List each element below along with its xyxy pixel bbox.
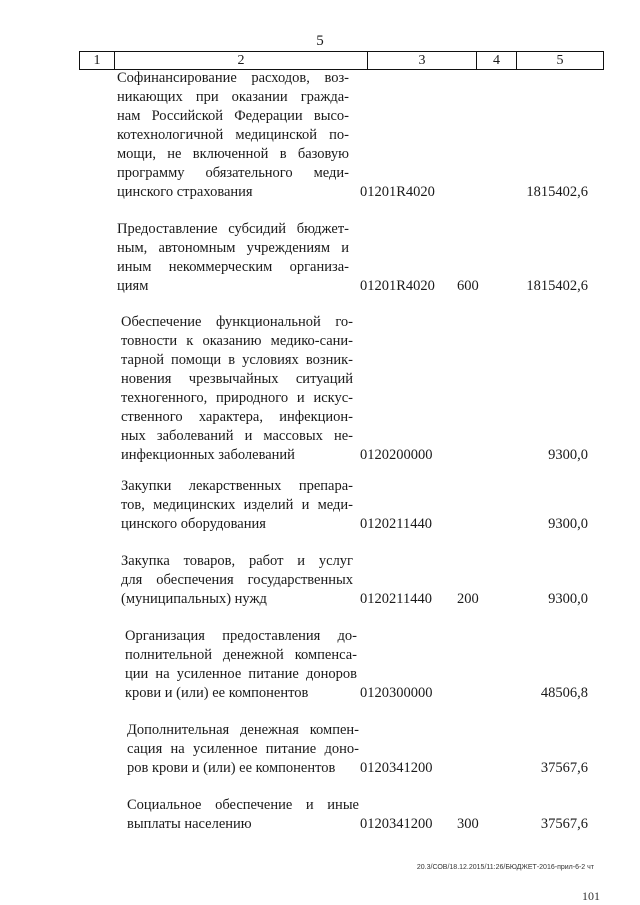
amount-value: 9300,0 bbox=[548, 516, 588, 532]
description-line: Организация предоставления до- bbox=[125, 628, 357, 644]
amount-value: 48506,8 bbox=[540, 685, 588, 701]
expense-type-code: 600 bbox=[457, 278, 479, 294]
header-col-4: 4 bbox=[477, 52, 517, 69]
description-line: ственного характера, инфекцион- bbox=[121, 409, 353, 425]
target-article-code: 01201R4020 bbox=[360, 278, 435, 294]
target-article-code: 01201R4020 bbox=[360, 184, 435, 200]
amount-value: 9300,0 bbox=[548, 447, 588, 463]
amount-value: 37567,6 bbox=[540, 816, 588, 832]
description-line: котехнологичной медицинской по- bbox=[117, 127, 349, 143]
footer-meta: 20.3/СОВ/18.12.2015/11:26/БЮДЖЕТ-2016-прил-6-2 чт bbox=[416, 864, 594, 871]
description-line: никающих при оказании гражда- bbox=[117, 89, 349, 105]
table-row bbox=[0, 552, 640, 609]
table-row bbox=[0, 627, 640, 703]
amount-value: 1815402,6 bbox=[526, 278, 588, 294]
target-article-code: 0120341200 bbox=[360, 760, 433, 776]
amount-value: 37567,6 bbox=[540, 760, 588, 776]
description-line: новения чрезвычайных ситуаций bbox=[121, 371, 353, 387]
header-col-5: 5 bbox=[556, 53, 564, 68]
description-line: мощи, не включенной в базовую bbox=[117, 146, 349, 162]
header-col-1: 1 bbox=[80, 52, 115, 69]
description-line: крови и (или) ее компонентов bbox=[125, 685, 309, 701]
header-col-3: 3 bbox=[368, 52, 477, 69]
description-line: цинского оборудования bbox=[121, 516, 266, 532]
description-line: Предоставление субсидий бюджет- bbox=[117, 221, 349, 237]
description-line: Обеспечение функциональной го- bbox=[121, 314, 353, 330]
description-line: тов, медицинских изделий и меди- bbox=[121, 497, 353, 513]
amount-value: 9300,0 bbox=[548, 591, 588, 607]
target-article-code: 0120200000 bbox=[360, 447, 433, 463]
description-line: Софинансирование расходов, воз- bbox=[117, 70, 349, 86]
description-line: программу обязательного меди- bbox=[117, 165, 349, 181]
description-line: Социальное обеспечение и иные bbox=[127, 797, 359, 813]
description-line: товности к оказанию медико-сани- bbox=[121, 333, 353, 349]
row-description bbox=[127, 721, 359, 778]
table-row bbox=[0, 796, 640, 834]
expense-type-code: 200 bbox=[457, 591, 479, 607]
row-description bbox=[117, 69, 349, 202]
row-description bbox=[121, 313, 353, 465]
header-col-2: 2 bbox=[115, 52, 368, 69]
description-line: выплаты населению bbox=[127, 816, 252, 832]
description-line: ров крови и (или) ее компонентов bbox=[127, 760, 336, 776]
description-line: Дополнительная денежная компен- bbox=[127, 722, 359, 738]
table-row bbox=[0, 313, 640, 465]
description-line: Закупка товаров, работ и услуг bbox=[121, 553, 353, 569]
description-line: нам Российской Федерации высо- bbox=[117, 108, 349, 124]
description-line: полнительной денежной компенса- bbox=[125, 647, 357, 663]
table-row bbox=[0, 477, 640, 534]
description-line: тарной помощи в условиях возник- bbox=[121, 352, 353, 368]
amount-value: 1815402,6 bbox=[526, 184, 588, 200]
table-row bbox=[0, 69, 640, 202]
table-row bbox=[0, 721, 640, 778]
row-description bbox=[127, 796, 359, 834]
row-description bbox=[121, 477, 353, 534]
row-description bbox=[125, 627, 357, 703]
description-line: техногенного, природного и искус- bbox=[121, 390, 353, 406]
description-line: инфекционных заболеваний bbox=[121, 447, 295, 463]
description-line: циям bbox=[117, 278, 149, 294]
expense-type-code: 300 bbox=[457, 816, 479, 832]
row-description bbox=[121, 552, 353, 609]
target-article-code: 0120300000 bbox=[360, 685, 433, 701]
row-description bbox=[117, 220, 349, 296]
description-line: (муниципальных) нужд bbox=[121, 591, 267, 607]
description-line: сация на усиленное питание доно- bbox=[127, 741, 359, 757]
target-article-code: 0120211440 bbox=[360, 591, 432, 607]
table-header bbox=[79, 51, 604, 70]
page-folio: 101 bbox=[582, 889, 600, 903]
target-article-code: 0120341200 bbox=[360, 816, 433, 832]
description-line: Закупки лекарственных препара- bbox=[121, 478, 353, 494]
description-line: для обеспечения государственных bbox=[121, 572, 353, 588]
table-row bbox=[0, 220, 640, 296]
target-article-code: 0120211440 bbox=[360, 516, 432, 532]
description-line: ции на усиленное питание доноров bbox=[125, 666, 357, 682]
description-line: ных заболеваний и массовых не- bbox=[121, 428, 353, 444]
description-line: иным некоммерческим организа- bbox=[117, 259, 349, 275]
page-number: 5 bbox=[316, 33, 324, 49]
description-line: ным, автономным учреждениям и bbox=[117, 240, 349, 256]
description-line: цинского страхования bbox=[117, 184, 253, 200]
